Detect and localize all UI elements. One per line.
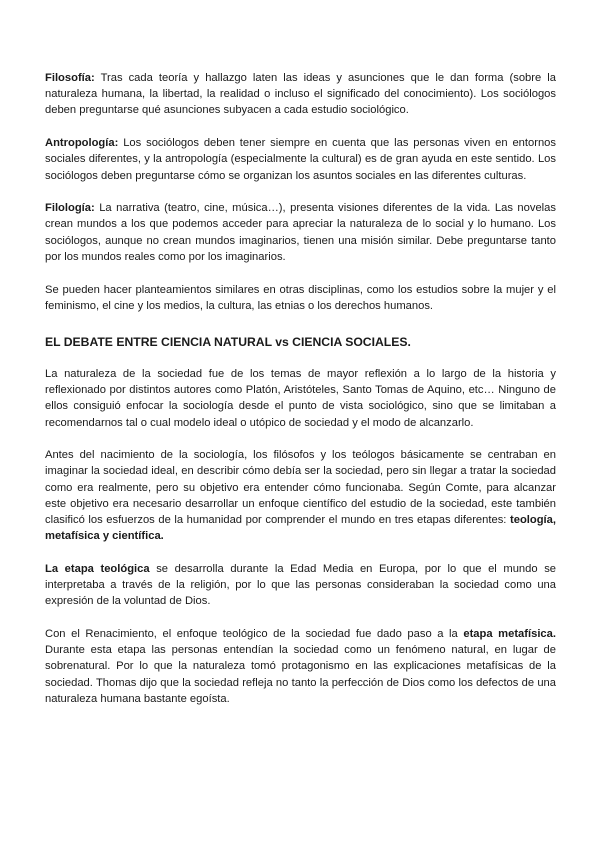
text-filosofia: Tras cada teoría y hallazgo laten las ideas y asunciones que le dan forma (sobre la naturaleza humana, la libertad, la realidad o incluso el significado del conocimiento). Los sociólogos deben preguntarse qué asunciones subyacen a cada estudio sociológico. <box>45 72 556 117</box>
term-etapa-metafisica: etapa metafísica. <box>463 628 556 641</box>
text-metafisica-intro: Con el Renacimiento, el enfoque teológico de la sociedad fue dado paso a la <box>45 628 464 641</box>
text-otras-disciplinas: Se pueden hacer planteamientos similares en otras disciplinas, como los estudios sobre la mujer y el feminismo, el cine y los medios, la cultura, las etnias o los derechos humanos. <box>45 283 556 312</box>
etapas-list: teología, metafísica y científica. <box>45 514 556 543</box>
paragraph-otras-disciplinas <box>45 282 556 314</box>
term-etapa-teologica: La etapa teológica <box>45 562 150 575</box>
term-filosofia: Filosofía: <box>45 72 95 84</box>
paragraph-teologica <box>45 561 556 610</box>
text-antropologia: Los sociólogos deben tener siempre en cuenta que las personas viven en entornos sociales diferentes, y la antropología (especialmente la cultural) es de gran ayuda en este sentido. Los sociólogos deben preguntarse cómo se organizan los asuntos sociales en las diferentes culturas. <box>45 137 556 182</box>
paragraph-filologia <box>45 200 556 265</box>
term-antropologia: Antropología: <box>45 137 119 150</box>
paragraph-filosofia <box>45 70 556 119</box>
paragraph-metafisica <box>45 626 556 707</box>
text-teologica: se desarrolla durante la Edad Media en Europa, por lo que el mundo se interpretaba a través de la religión, por lo que las personas consideraban la sociedad como una expresión de la voluntad de Dios. <box>45 562 557 608</box>
section-heading: EL DEBATE ENTRE CIENCIA NATURAL vs CIENCIA SOCIALES. <box>45 334 411 349</box>
text-antes: Antes del nacimiento de la sociología, los filósofos y los teólogos básicamente se centraban en imaginar la sociedad ideal, en describir cómo debía ser la sociedad, pero sin llegar a tratar la sociedad como era realmente, pero su objetivo era entender cómo funcionaba. Según Comte, para alcanzar este objetivo era necesario desarrollar un enfoque científico del estudio de la sociedad, este también clasificó los esfuerzos de la humanidad por comprender el mundo en tres etapas diferentes: <box>45 449 556 527</box>
text-metafisica-body: Durante esta etapa las personas entendían la sociedad como un fenómeno natural, en lugar de sobrenatural. Por lo que la naturaleza tomó protagonismo en las explicaciones metafísicas de la sociedad. Thomas dijo que la sociedad refleja no tanto la perfección de Dios como los defectos de una naturaleza humana bastante egoísta. <box>45 644 556 705</box>
paragraph-antropologia <box>45 135 556 184</box>
paragraph-naturaleza: La naturaleza de la sociedad fue de los temas de mayor reflexión a lo largo de la historia y reflexionado por distintos autores como Platón, Aristóteles, Santo Tomas de Aquino, etc… Ninguno de ellos consiguió enfocar la sociología desde el punto de vista sociológico, sino que se limitaban a recomendarnos tal o cual modelo ideal o utópico de sociedad y el modo de alcanzarlo. <box>45 367 556 429</box>
paragraph-antes <box>45 447 556 544</box>
text-filologia: La narrativa (teatro, cine, música…), presenta visiones diferentes de la vida. Las novelas crean mundos a los que podemos acceder para apreciar la naturaleza de lo social y lo humano. Los sociólogos, aunque no crean mundos imaginarios, tienen una misión similar. Debe preguntarse tanto por los mundos reales como por los imaginarios. <box>45 202 556 263</box>
term-filologia: Filología: <box>45 202 95 215</box>
